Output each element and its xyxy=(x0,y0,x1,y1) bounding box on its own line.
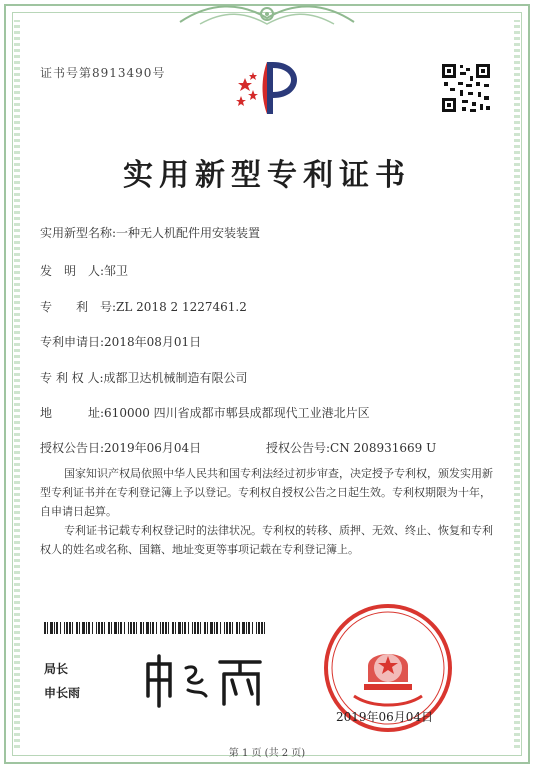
field-grant-date xyxy=(40,439,201,456)
field-value: 成都卫达机械制造有限公司 xyxy=(103,371,248,385)
cnipa-logo-icon xyxy=(227,58,307,118)
field-label: 专 利 权 人: xyxy=(40,371,104,385)
barcode-icon xyxy=(44,622,266,634)
handwritten-signature-icon xyxy=(140,650,270,710)
paragraph-legal-status: 专利证书记载专利权登记时的法律状况。专利权的转移、质押、无效、终止、恢复和专利权人的姓名或名称、国籍、地址变更等事项记载在专利登记簿上。 xyxy=(40,524,493,556)
field-value: ZL 2018 2 1227461.2 xyxy=(116,300,247,314)
field-label: 授权公告日: xyxy=(40,441,105,455)
field-value: 邹卫 xyxy=(104,264,129,278)
field-address xyxy=(40,404,370,421)
field-value: 一种无人机配件用安装装置 xyxy=(116,226,261,240)
field-value: 610000 四川省成都市郫县成都现代工业港北片区 xyxy=(104,406,370,420)
qr-code-icon xyxy=(440,62,492,114)
field-utility-model-name xyxy=(40,224,260,241)
certificate-title: 实用新型专利证书 xyxy=(123,158,411,193)
field-label: 专 利 号: xyxy=(40,300,117,314)
field-grant-number xyxy=(266,439,436,456)
field-label: 发 明 人: xyxy=(40,264,105,278)
field-label: 地 址: xyxy=(40,406,105,420)
signatory-name: 申长雨 xyxy=(44,686,81,700)
field-inventor xyxy=(40,262,128,279)
field-patent-number xyxy=(40,298,247,315)
signatory-role: 局长 xyxy=(44,662,69,676)
field-label: 实用新型名称: xyxy=(40,226,117,240)
issue-date: 2019年06月04日 xyxy=(336,710,434,724)
left-border-pattern xyxy=(14,20,20,748)
field-label: 授权公告号: xyxy=(266,441,331,455)
field-patentee xyxy=(40,369,248,386)
field-label: 专利申请日: xyxy=(40,335,105,349)
top-ornament-icon xyxy=(170,0,364,30)
certificate-number: 证书号第8913490号 xyxy=(40,66,166,80)
field-value: 2018年08月01日 xyxy=(104,335,202,349)
page-number: 第 1 页 (共 2 页) xyxy=(228,748,306,759)
field-value: CN 208931669 U xyxy=(330,441,437,455)
right-border-pattern xyxy=(514,20,520,748)
field-value: 2019年06月04日 xyxy=(104,441,202,455)
paragraph-grant-decision: 国家知识产权局依照中华人民共和国专利法经过初步审查，决定授予专利权，颁发实用新型专利证书并在专利登记簿上予以登记。专利权自授权公告之日起生效。专利权期限为十年，自申请日起算。 xyxy=(40,467,493,518)
field-filing-date xyxy=(40,333,201,350)
